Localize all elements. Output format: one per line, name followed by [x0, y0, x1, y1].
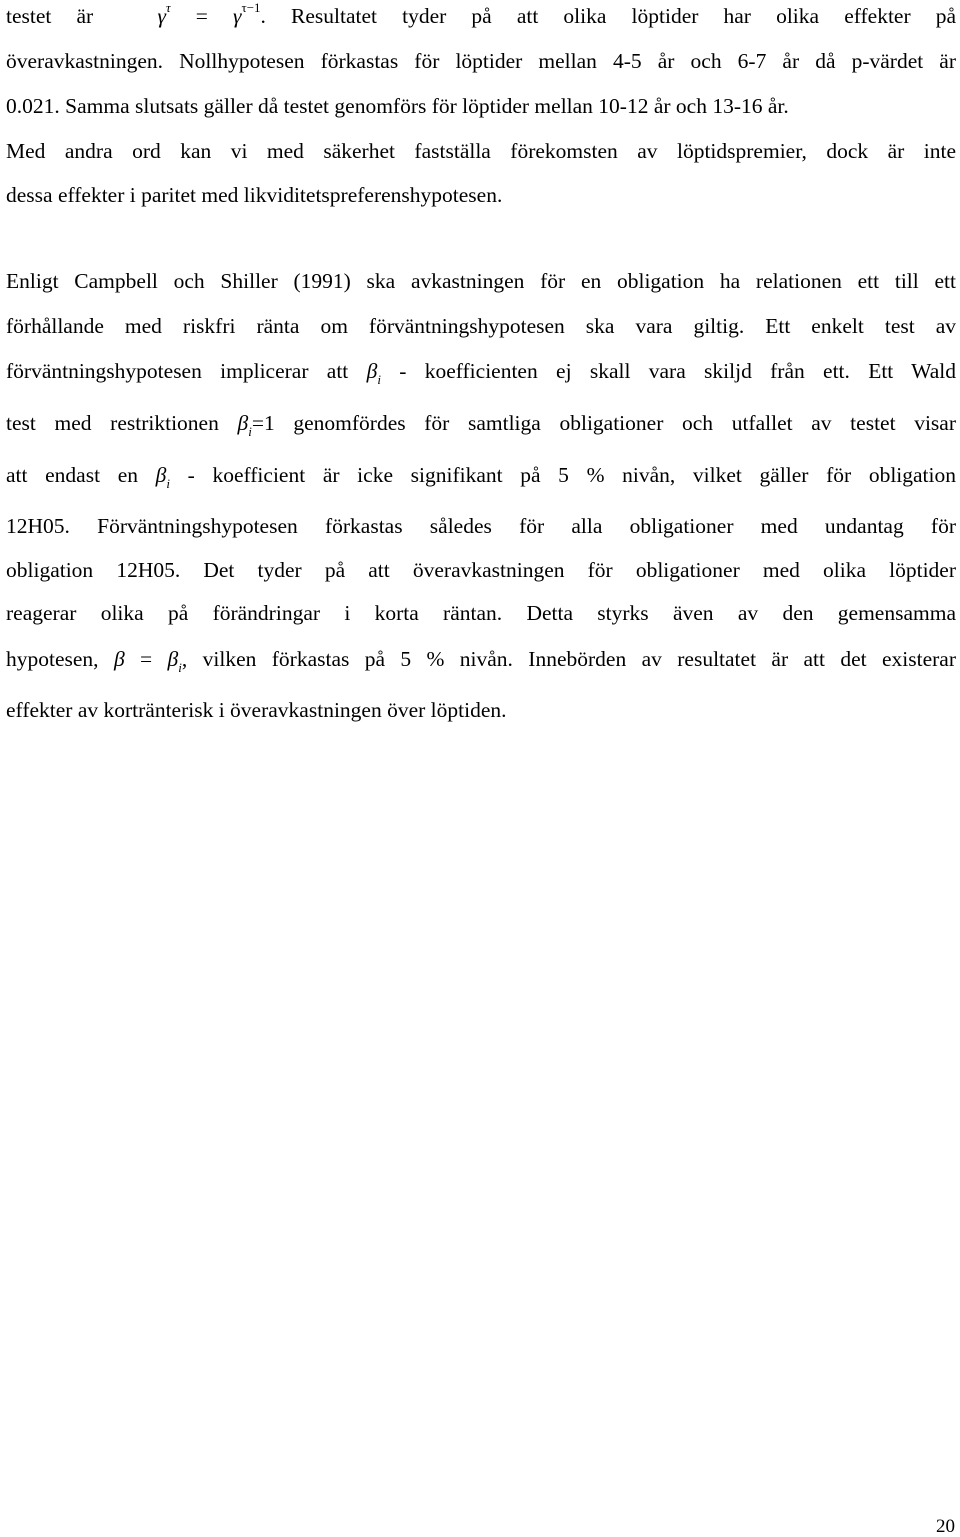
paragraph2-line5: att endast en $\beta_i$ - koefficient är icke signifikant på 5 % nivån, vilket gäller för obligation	[6, 463, 957, 491]
paragraph2-line7: obligation 12H05. Det tyder på att överavkastningen för obligationer med olika löptider	[6, 558, 956, 582]
paragraph2-line3: förväntningshypotesen implicerar att $\beta_i$ - koefficienten ej skall vara skiljd från ett. Ett Wald	[6, 359, 957, 387]
paragraph1-line2: överavkastningen. Nollhypotesen förkastas för löptider mellan 4-5 år och 6-7 år då p-värdet är	[6, 49, 956, 73]
paragraph2-line9: hypotesen, $\beta = \beta_i$, vilken förkastas på 5 % nivån. Innebörden av resultatet är att det existerar	[6, 647, 956, 675]
p1-line1-lead: testet är	[6, 4, 94, 28]
gamma-formula: $\gamma^\tau = \gamma^{\tau-1}$	[157, 0, 261, 28]
paragraph1-line4: Med andra ord kan vi med säkerhet fastställa förekomsten av löptidspremier, dock är inte	[6, 139, 956, 163]
paragraph1-line3: 0.021. Samma slutsats gäller då testet genomförs för löptider mellan 10-12 år och 13-16 år.	[6, 94, 789, 118]
paragraph2-line2: förhållande med riskfri ränta om förväntningshypotesen ska vara giltig. Ett enkelt test av	[6, 314, 956, 338]
beta-i-symbol: $\beta_i$	[155, 463, 170, 491]
page-number: 20	[936, 1516, 955, 1537]
paragraph2-line10: effekter av kortränterisk i överavkastningen över löptiden.	[6, 698, 507, 722]
paragraph1-line5: dessa effekter i paritet med likviditetspreferenshypotesen.	[6, 183, 503, 207]
paragraph2-line8: reagerar olika på förändringar i korta räntan. Detta styrks även av den gemensamma	[6, 601, 956, 625]
beta-i-symbol: $\beta_i$	[366, 359, 381, 387]
paragraph2-line6: 12H05. Förväntningshypotesen förkastas således för alla obligationer med undantag för	[6, 514, 956, 538]
paragraph1-line1	[6, 0, 957, 32]
beta-i-symbol: $\beta_i$	[237, 411, 252, 439]
beta-equality-formula: $\beta = \beta_i$	[113, 647, 182, 675]
paragraph2-line1: Enligt Campbell och Shiller (1991) ska avkastningen för en obligation ha relationen ett till ett	[6, 269, 956, 293]
paragraph2-line4: test med restriktionen $\beta_i=1$ genomfördes för samtliga obligationer och utfallet av testet visar	[6, 411, 956, 439]
p1-line1-tail: . Resultatet tyder på att olika löptider har olika effekter på	[260, 4, 957, 28]
